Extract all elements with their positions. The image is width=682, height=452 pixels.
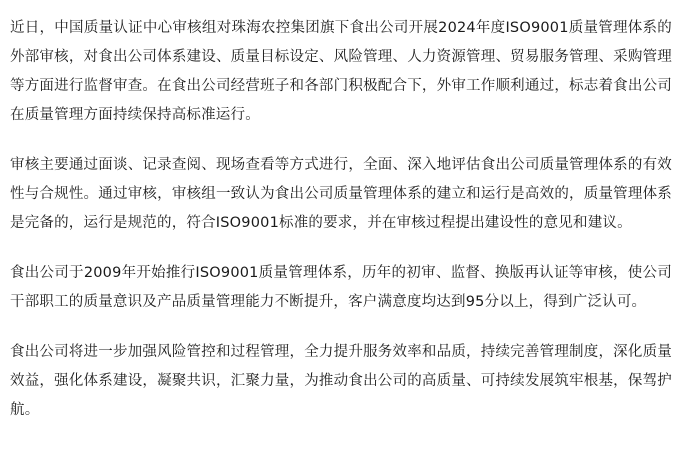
paragraph-4: 食出公司将进一步加强风险管控和过程管理，全力提升服务效率和品质，持续完善管理制度，深化质量效益，强化体系建设，凝聚共识，汇聚力量，为推动食出公司的高质量、可持续发展筑牢根基，保驾护航。 [10, 344, 672, 418]
paragraph-2: 审核主要通过面谈、记录查阅、现场查看等方式进行，全面、深入地评估食出公司质量管理体系的有效性与合规性。通过审核，审核组一致认为食出公司质量管理体系的建立和运行是高效的，质量管理体系是完备的，运行是规范的，符合ISO9001标准的要求，并在审核过程提出建设性的意见和建议。 [10, 157, 672, 231]
paragraph-3: 食出公司于2009年开始推行ISO9001质量管理体系，历年的初审、监督、换版再认证等审核，使公司干部职工的质量意识及产品质量管理能力不断提升，客户满意度均达到95分以上，得到广泛认可。 [10, 265, 672, 310]
paragraph-1: 近日，中国质量认证中心审核组对珠海农控集团旗下食出公司开展2024年度ISO9001质量管理体系的外部审核，对食出公司体系建设、质量目标设定、风险管理、人力资源管理、贸易服务管理、采购管理等方面进行监督审查。在食出公司经营班子和各部门积极配合下，外审工作顺利通过，标志着食出公司在质量管理方面持续保持高标准运行。 [10, 20, 672, 123]
